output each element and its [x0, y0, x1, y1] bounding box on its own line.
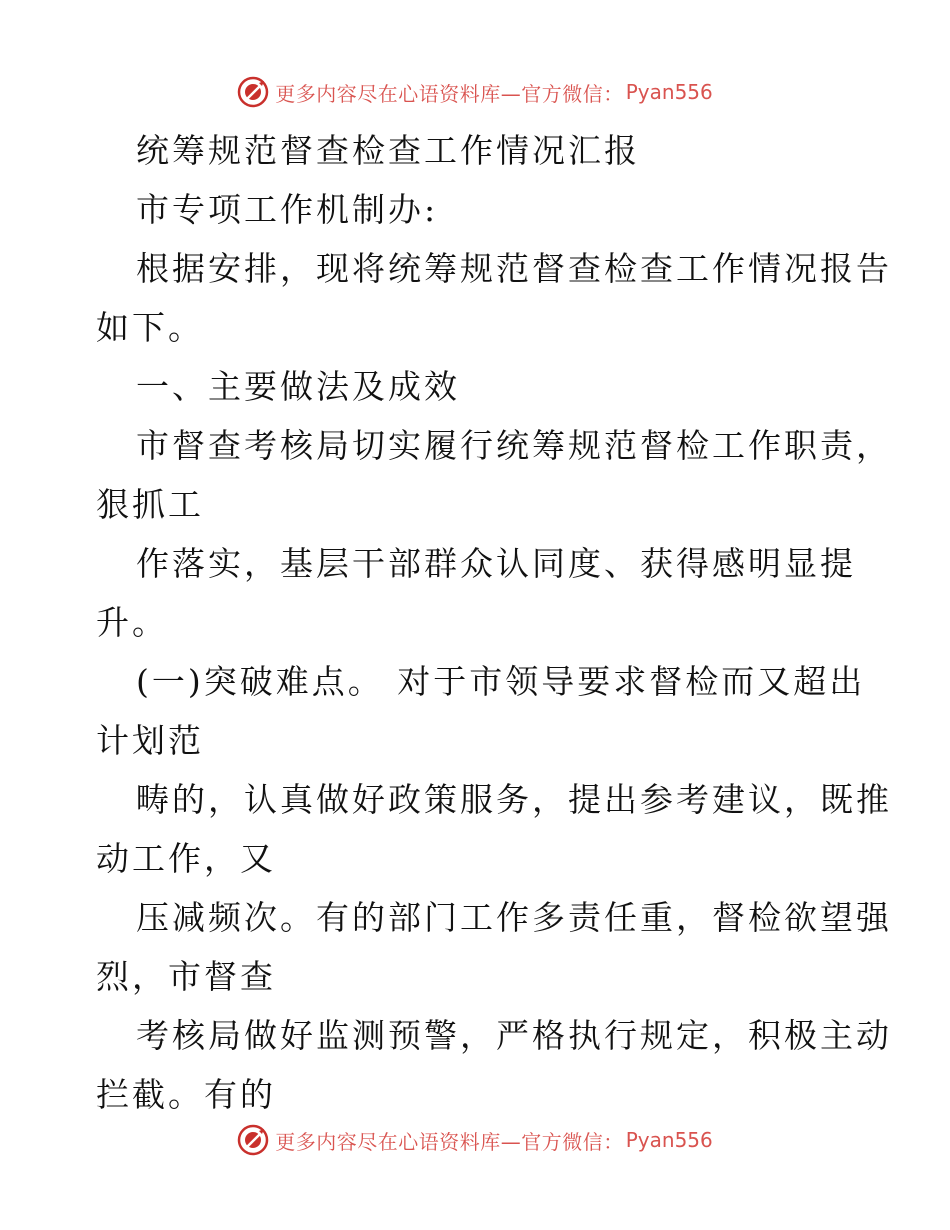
text-line: 升。 — [96, 603, 168, 642]
watermark-text: 更多内容尽在心语资料库—官方微信： — [275, 81, 624, 106]
text-line: 压减频次。有的部门工作多责任重，督检欲望强 — [136, 898, 892, 937]
watermark-handle: Pyan556 — [625, 80, 713, 104]
text-line: 烈，市督查 — [96, 957, 276, 996]
text-line: 作落实，基层干部群众认同度、获得感明显提 — [136, 544, 856, 583]
text-line: 动工作，又 — [96, 839, 276, 878]
watermark-header — [0, 72, 950, 112]
text-line: 市督查考核局切实履行统筹规范督检工作职责， — [136, 426, 892, 465]
text-line: 狠抓工 — [96, 485, 204, 524]
text-line: 考核局做好监测预警，严格执行规定，积极主动 — [136, 1016, 892, 1055]
text-line: 如下。 — [96, 308, 204, 347]
text-line: 拦截。有的 — [96, 1075, 276, 1114]
text-line: (一)突破难点。 对于市领导要求督检而又超出 — [136, 662, 866, 701]
watermark-footer — [0, 1120, 950, 1160]
addressee: 市专项工作机制办: — [136, 190, 439, 229]
brand-logo-icon — [237, 1124, 269, 1156]
text-line: 根据安排，现将统筹规范督查检查工作情况报告 — [136, 249, 892, 288]
watermark-handle: Pyan556 — [625, 1128, 713, 1152]
document-title: 统筹规范督查检查工作情况汇报 — [136, 131, 640, 170]
brand-logo-icon — [237, 76, 269, 108]
document-body — [96, 121, 892, 1124]
text-line: 畴的，认真做好政策服务，提出参考建议，既推 — [136, 780, 892, 819]
text-line: 计划范 — [96, 721, 204, 760]
section-heading: 一、主要做法及成效 — [136, 367, 460, 406]
watermark-text: 更多内容尽在心语资料库—官方微信： — [275, 1129, 624, 1154]
